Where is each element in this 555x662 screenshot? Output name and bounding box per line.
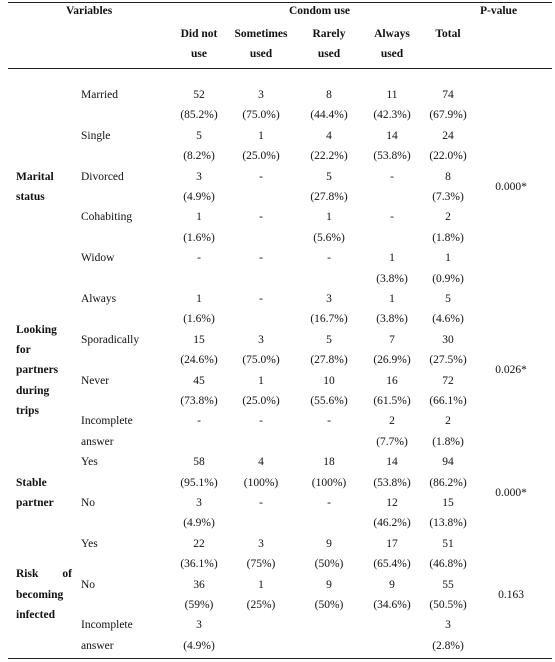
cell-percent: (1.6%) (183, 313, 215, 326)
cell-count: - (327, 252, 331, 265)
cell-percent (226, 187, 296, 207)
cell-count: 45 (193, 374, 205, 387)
cell-count: 24 (442, 129, 454, 142)
cell-count: 5 (326, 170, 332, 183)
table-cell (413, 85, 483, 126)
table-cell (226, 493, 296, 534)
variable-name-line: partner (16, 497, 54, 509)
variable-name-line: partners (16, 364, 59, 377)
cell-count: 5 (326, 333, 332, 346)
table-cell (413, 167, 483, 208)
cell-count: 22 (193, 537, 205, 550)
cell-percent (294, 269, 364, 289)
row-label (81, 371, 109, 391)
table-cell (294, 248, 364, 289)
cell-count: 1 (445, 252, 451, 265)
table-cell (413, 371, 483, 412)
row-label (81, 330, 139, 350)
row-label (81, 575, 95, 595)
cell-count: - (259, 293, 263, 305)
cell-percent: (25.0%) (242, 150, 280, 163)
cell-count: - (197, 415, 201, 428)
cell-percent: (7.3%) (432, 191, 464, 203)
cell-percent: (27.5%) (429, 354, 467, 367)
p-value: 0.163 (498, 588, 524, 601)
column-header-line: Sometimes (234, 28, 288, 40)
row-label (81, 167, 124, 187)
cell-count: 12 (386, 497, 398, 509)
cell-percent: (3.8%) (376, 313, 408, 326)
cell-count: 15 (442, 497, 454, 509)
cell-count: - (259, 170, 263, 183)
variable-name-line: status (16, 191, 45, 203)
table-cell (294, 493, 364, 534)
cell-percent (226, 513, 296, 533)
cell-percent (226, 309, 296, 329)
variable-name-line: Marital (16, 170, 54, 183)
table-cell (164, 452, 234, 493)
table-cell (294, 289, 364, 330)
table-cell (294, 126, 364, 167)
variable-word: Risk (16, 568, 39, 581)
cell-percent: (85.2%) (180, 109, 218, 122)
cell-percent (294, 432, 364, 452)
cell-count: 8 (445, 170, 451, 183)
variable-name-line: trips (16, 405, 39, 418)
cell-percent: (2.8%) (432, 639, 464, 652)
column-header-line: Always (374, 28, 410, 40)
cell-count: - (327, 415, 331, 428)
cell-percent: (27.8%) (310, 191, 348, 203)
cell-percent (164, 269, 234, 289)
cell-count: - (327, 497, 331, 509)
table-cell (413, 615, 483, 656)
cell-percent: (65.4%) (373, 558, 411, 571)
variable-name-line: infected (16, 609, 55, 622)
table-cell (226, 615, 296, 656)
cell-count: 1 (258, 578, 264, 591)
cell-percent: (44.4%) (310, 109, 348, 122)
cell-count: 4 (326, 129, 332, 142)
cell-percent: (26.9%) (373, 354, 411, 367)
cell-percent: (55.6%) (310, 395, 348, 407)
cell-percent: (86.2%) (429, 476, 467, 489)
table-cell (294, 615, 364, 656)
table-cell (413, 534, 483, 575)
cell-percent: (75.0%) (242, 109, 280, 122)
table-cell (226, 126, 296, 167)
table-cell (164, 207, 234, 248)
cell-count: 74 (442, 89, 454, 101)
row-label-line: Yes (81, 456, 98, 469)
cell-count: 2 (389, 415, 395, 428)
table-cell (226, 452, 296, 493)
cell-percent: (46.8%) (429, 558, 467, 571)
variable-name-line: Looking (16, 323, 57, 336)
cell-percent: (46.2%) (373, 517, 411, 530)
cell-count: - (390, 170, 394, 183)
variable-name (16, 167, 72, 208)
cell-percent: (66.1%) (429, 395, 467, 407)
table-cell (164, 534, 234, 575)
variable-name (16, 320, 72, 422)
cell-count: 3 (258, 537, 264, 550)
column-header-line: used (317, 48, 341, 61)
table-cell (164, 167, 234, 208)
cell-count: 9 (326, 578, 332, 591)
table-cell (226, 207, 296, 248)
table-cell (164, 289, 234, 330)
table-cell (164, 85, 234, 126)
table-cell (413, 126, 483, 167)
cell-percent: (67.9%) (429, 109, 467, 122)
cell-count: 9 (389, 578, 395, 591)
cell-count: 52 (193, 89, 205, 101)
table-cell (294, 371, 364, 412)
cell-count: 3 (445, 619, 451, 632)
cell-percent: (1.6%) (183, 231, 215, 244)
cell-count: 1 (258, 129, 264, 142)
table-cell (413, 411, 483, 452)
cell-percent: (1.8%) (432, 231, 464, 244)
cell-count: 55 (442, 578, 454, 591)
table-cell (294, 167, 364, 208)
table-cell (413, 289, 483, 330)
row-label (81, 248, 114, 268)
table-cell (164, 411, 234, 452)
table-cell (226, 85, 296, 126)
cell-count: 2 (445, 211, 451, 224)
table-cell (164, 615, 234, 656)
cell-percent: (3.8%) (376, 272, 408, 285)
column-header-sometimes-used (226, 24, 296, 65)
cell-percent: (27.8%) (310, 354, 348, 367)
table-cell (413, 330, 483, 371)
p-value: 0.000* (495, 180, 527, 193)
cell-percent: (1.8%) (432, 435, 464, 448)
cell-percent (226, 228, 296, 248)
cell-count: 1 (389, 252, 395, 265)
table-cell (294, 207, 364, 248)
table-cell (413, 207, 483, 248)
cell-percent: (61.5%) (373, 395, 411, 407)
cell-percent: (5.6%) (313, 231, 345, 244)
variable-name-line: becoming (16, 588, 64, 601)
row-label (81, 126, 110, 146)
cell-count: 1 (389, 293, 395, 305)
column-header-total (413, 24, 483, 44)
cell-count: 5 (445, 293, 451, 305)
row-label (81, 85, 118, 105)
cell-percent: (36.1%) (180, 558, 218, 571)
cell-count: - (259, 252, 263, 265)
row-label-line: Sporadically (81, 333, 140, 346)
cell-count: - (259, 211, 263, 224)
header-rule (8, 68, 552, 69)
table-cell (164, 493, 234, 534)
cell-percent: (16.7%) (310, 313, 348, 326)
cell-percent: (22.0%) (429, 150, 467, 163)
cell-count: 3 (326, 293, 332, 305)
row-label-line: answer (81, 639, 114, 652)
row-label-line: Married (81, 89, 119, 101)
row-label-line: No (81, 578, 96, 591)
cell-count: 1 (326, 211, 332, 224)
cell-count: 1 (196, 293, 202, 305)
row-label-line: Yes (81, 537, 98, 550)
table-cell (294, 411, 364, 452)
cell-percent: (95.1%) (180, 476, 218, 489)
table-cell (226, 167, 296, 208)
cell-count: 3 (258, 89, 264, 101)
table-cell (294, 575, 364, 616)
cell-percent: (73.8%) (180, 395, 218, 407)
cell-count: 36 (193, 578, 205, 591)
cell-count: 18 (323, 456, 335, 469)
column-header-did-not-use (164, 24, 234, 65)
cell-percent: (42.3%) (373, 109, 411, 122)
row-label (81, 289, 116, 309)
cell-count: 11 (386, 89, 398, 101)
row-label-line: Divorced (81, 170, 124, 183)
table-cell (226, 248, 296, 289)
cell-percent: (100%) (311, 476, 347, 489)
condom-use-header: Condom use (289, 5, 351, 17)
cell-count (294, 615, 364, 635)
cell-count: 3 (196, 619, 202, 632)
cell-count: 10 (323, 374, 335, 387)
cell-percent: (34.6%) (373, 599, 411, 611)
cell-count: 16 (386, 374, 398, 387)
cell-count: 3 (258, 333, 264, 346)
table-cell (294, 452, 364, 493)
variable-name-line (16, 564, 72, 584)
cell-count: 9 (326, 537, 332, 550)
cell-count: - (259, 415, 263, 428)
table-cell (164, 248, 234, 289)
top-rule (8, 2, 552, 3)
cell-count: 1 (258, 374, 264, 387)
column-header-line: use (191, 48, 207, 61)
table-cell (294, 85, 364, 126)
column-header-line: used (380, 48, 404, 61)
table-cell (226, 371, 296, 412)
row-label-line: No (81, 497, 96, 509)
table-cell (226, 411, 296, 452)
cell-count: 30 (442, 333, 454, 346)
table-cell (164, 330, 234, 371)
cell-count: 14 (386, 456, 398, 469)
column-header-line: Total (435, 28, 461, 40)
cell-percent (294, 513, 364, 533)
cell-percent (164, 432, 234, 452)
cell-percent: (75%) (246, 558, 276, 571)
cell-count: 14 (386, 129, 398, 142)
row-label-line: Cohabiting (81, 211, 133, 224)
row-label (81, 411, 133, 452)
table-cell (226, 289, 296, 330)
variable-name (16, 564, 72, 625)
cell-count: - (197, 252, 201, 265)
cell-count: 94 (442, 456, 454, 469)
cell-count: 3 (196, 170, 202, 183)
variable-name (16, 473, 72, 514)
cell-percent: (7.7%) (376, 435, 408, 448)
cell-percent: (53.8%) (373, 150, 411, 163)
cell-count: - (390, 211, 394, 224)
row-label-line: Incomplete (81, 415, 133, 428)
cell-percent: (13.8%) (429, 517, 467, 530)
table-cell (226, 330, 296, 371)
column-header-line: Did not (180, 28, 218, 40)
cell-percent (294, 636, 364, 656)
table-cell (413, 248, 483, 289)
cell-count: 5 (196, 129, 202, 142)
cell-percent: (4.9%) (183, 191, 215, 203)
cell-percent: (25%) (246, 599, 276, 611)
p-value-header: P-value (480, 5, 518, 17)
cell-percent: (50%) (314, 599, 344, 611)
cell-count: - (259, 497, 263, 509)
table-cell (164, 575, 234, 616)
row-label-line: Incomplete (81, 619, 133, 632)
p-value: 0.026* (495, 364, 527, 377)
cell-percent: (4.6%) (432, 313, 464, 326)
column-header-rarely-used (294, 24, 364, 65)
table-cell (413, 493, 483, 534)
cell-percent: (25.0%) (242, 395, 280, 407)
table-cell (413, 452, 483, 493)
cell-percent (226, 269, 296, 289)
cell-count: 2 (445, 415, 451, 428)
cell-percent: (100%) (243, 476, 279, 489)
cell-count: 17 (386, 537, 398, 550)
table-cell (413, 575, 483, 616)
cell-percent: (53.8%) (373, 476, 411, 489)
cell-percent: (4.9%) (183, 517, 215, 530)
row-label-line: Widow (81, 252, 115, 265)
row-label-line: answer (81, 435, 114, 448)
cell-percent: (24.6%) (180, 354, 218, 367)
row-label-line: Always (81, 293, 117, 305)
cell-percent (226, 432, 296, 452)
cell-count: 8 (326, 89, 332, 101)
variable-name-line: Stable (16, 476, 47, 489)
row-label-line: Single (81, 129, 111, 142)
column-header-line: used (249, 48, 273, 61)
row-label (81, 452, 98, 472)
cell-count: 3 (196, 497, 202, 509)
cell-percent: (59%) (184, 599, 214, 611)
cell-count: 72 (442, 374, 454, 387)
table-cell (164, 126, 234, 167)
cell-count: 15 (193, 333, 205, 346)
table-cell (226, 575, 296, 616)
row-label (81, 493, 95, 513)
cell-count: 7 (389, 333, 395, 346)
cell-count: 4 (258, 456, 264, 469)
row-label (81, 615, 133, 656)
cell-percent: (8.2%) (183, 150, 215, 163)
cell-count: 51 (442, 537, 454, 550)
table-cell (294, 330, 364, 371)
row-label (81, 534, 98, 554)
bottom-rule (8, 658, 552, 659)
row-label (81, 207, 132, 227)
table-cell (226, 534, 296, 575)
variable-name-line: during (16, 384, 50, 397)
cell-count: 1 (196, 211, 202, 224)
cell-percent: (4.9%) (183, 639, 215, 652)
variables-header: Variables (66, 5, 113, 17)
cell-percent (226, 636, 296, 656)
cell-count: 58 (193, 456, 205, 469)
p-value: 0.000* (495, 486, 527, 499)
cell-count (226, 615, 296, 635)
variable-name-line: for (16, 344, 31, 356)
row-label-line: Never (81, 374, 110, 387)
cell-percent: (22.2%) (310, 150, 348, 163)
cell-percent: (50%) (314, 558, 344, 571)
table-cell (164, 371, 234, 412)
cell-percent: (50.5%) (429, 599, 467, 611)
cell-percent: (75.0%) (242, 354, 280, 367)
column-header-line: Rarely (312, 28, 346, 40)
cell-percent: (0.9%) (432, 272, 464, 285)
variable-word: of (62, 568, 72, 581)
table-cell (294, 534, 364, 575)
